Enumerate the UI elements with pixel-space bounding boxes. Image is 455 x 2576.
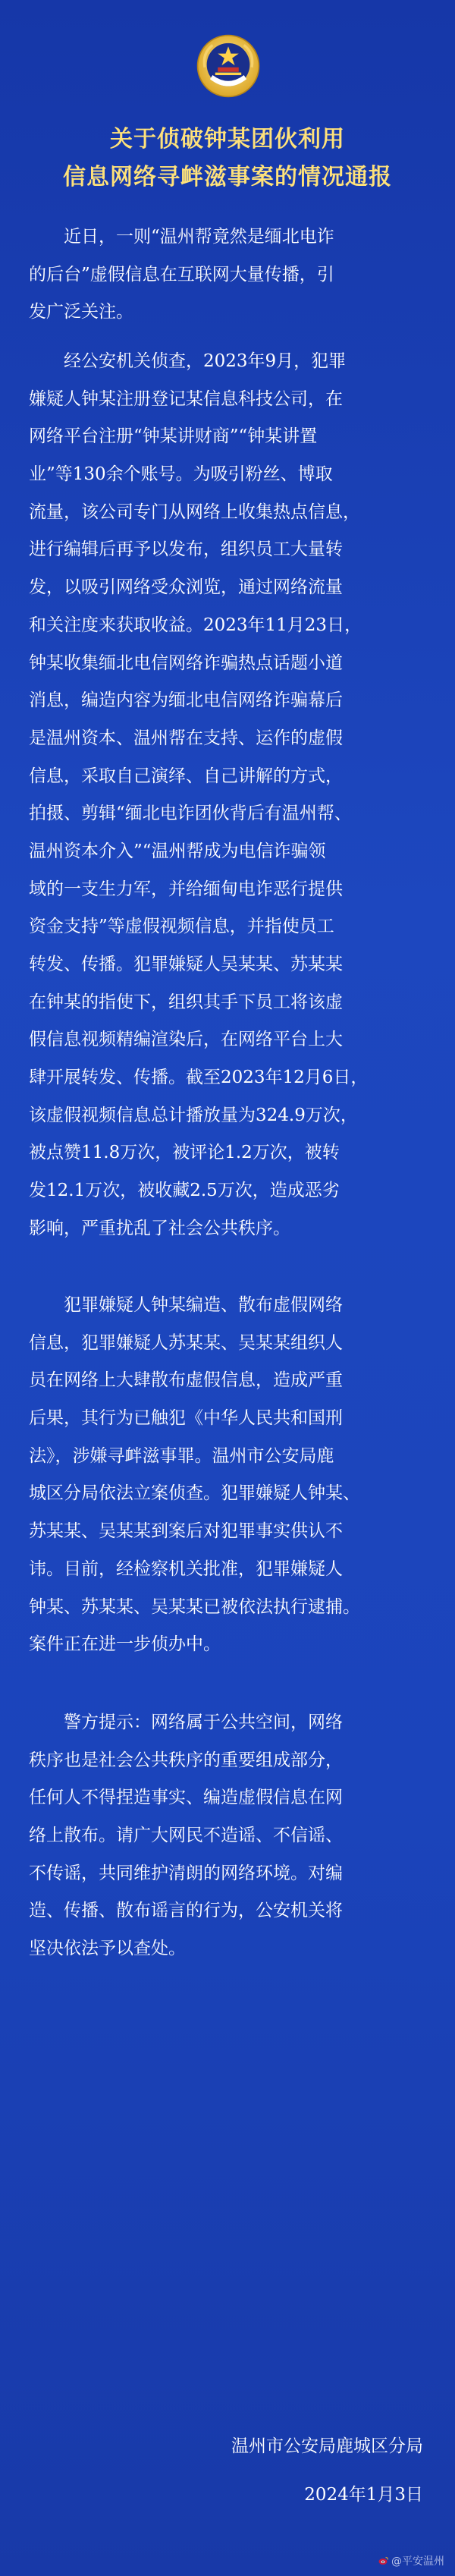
text-line: 近日，一则“温州帮竟然是缅北电诈: [29, 227, 334, 247]
text-line: 钟某、苏某某、吴某某已被依法执行逮捕。: [29, 1596, 360, 1617]
text-line: 络上散布。请广大网民不造谣、不信谣、: [29, 1826, 343, 1846]
text-line: 肆开展转发、传播。截至2023年12月6日，: [29, 1068, 369, 1088]
text-line: 城区分局依法立案侦查。犯罪嫌疑人钟某、: [29, 1483, 360, 1504]
text-line: 业”等130余个账号。为吸引粉丝、博取: [29, 464, 333, 485]
text-line: 员在网络上大肆散布虚假信息，造成严重: [29, 1370, 343, 1391]
text-line: 任何人不得捏造事实、编造虚假信息在网: [29, 1788, 343, 1808]
text-line: 发，以吸引网络受众浏览，通过网络流量: [29, 577, 343, 598]
text-line: 影响，严重扰乱了社会公共秩序。: [29, 1218, 290, 1238]
text-line: 发广泛关注。: [29, 302, 133, 322]
text-line: 秩序也是社会公共秩序的重要组成部分，: [29, 1750, 343, 1770]
text-line: 法》，涉嫌寻衅滋事罪。温州市公安局鹿: [29, 1445, 334, 1466]
text-line: 案件正在进一步侦办中。: [29, 1634, 221, 1655]
text-line: 警方提示：网络属于公共空间，网络: [29, 1713, 343, 1732]
watermark-text: @平安温州: [391, 2556, 444, 2568]
text-line: 犯罪嫌疑人钟某编造、散布虚假网络: [29, 1295, 343, 1315]
text-line: 是温州资本、温州帮在支持、运作的虚假: [29, 728, 343, 748]
text-line: 域的一支生力军，并给缅甸电诈恶行提供: [29, 879, 343, 899]
text-line: 信息，犯罪嫌疑人苏某某、吴某某组织人: [29, 1332, 343, 1353]
paragraph-police-warning: [29, 1704, 429, 1968]
text-line: 发12.1万次，被收藏2.5万次，造成恶劣: [29, 1181, 340, 1201]
watermark: [378, 2553, 444, 2568]
text-line: 进行编辑后再予以发布，组织员工大量转: [29, 539, 343, 560]
signature-date: 2024年1月3日: [304, 2485, 423, 2505]
paragraph-investigation: [29, 343, 429, 1248]
weibo-icon: [378, 2556, 389, 2565]
text-line: 后果，其行为已触犯《中华人民共和国刑: [29, 1408, 343, 1429]
text-line: 不传谣，共同维护清朗的网络环境。对编: [29, 1863, 343, 1883]
text-line: 嫌疑人钟某注册登记某信息科技公司，在: [29, 388, 343, 409]
text-line: 造、传播、散布谣言的行为，公安机关将: [29, 1901, 343, 1921]
paragraph-intro: [29, 219, 429, 332]
notice-title-line2: 信息网络寻衅滋事案的情况通报: [63, 164, 392, 190]
text-line: 和关注度来获取收益。2023年11月23日，: [29, 615, 362, 635]
police-emblem-icon: [196, 33, 261, 99]
text-line: 信息，采取自己演绎、自己讲解的方式，: [29, 766, 343, 786]
paragraph-charges: [29, 1287, 429, 1664]
notice-title-line1: 关于侦破钟某团伙利用: [110, 126, 345, 153]
text-line: 在钟某的指使下，组织其手下员工将该虚: [29, 992, 343, 1012]
text-line: 被点赞11.8万次，被评论1.2万次，被转: [29, 1143, 340, 1163]
text-line: 网络平台注册“钟某讲财商”“钟某讲置: [29, 426, 318, 447]
signature-organization: 温州市公安局鹿城区分局: [231, 2436, 423, 2456]
text-line: 消息，编造内容为缅北电信网络诈骗幕后: [29, 690, 343, 711]
text-line: 转发、传播。犯罪嫌疑人吴某某、苏某某: [29, 955, 343, 974]
text-line: 钟某收集缅北电信网络诈骗热点话题小道: [29, 653, 343, 673]
text-line: 的后台”虚假信息在互联网大量传播，引: [29, 264, 334, 285]
text-line: 该虚假视频信息总计播放量为324.9万次，: [29, 1105, 358, 1125]
text-line: 经公安机关侦查，2023年9月，犯罪: [29, 351, 347, 371]
text-line: 讳。目前，经检察机关批准，犯罪嫌疑人: [29, 1558, 343, 1579]
text-line: 拍摄、剪辑“缅北电诈团伙背后有温州帮、: [29, 804, 352, 824]
text-line: 温州资本介入”“温州帮成为电信诈骗领: [29, 841, 326, 861]
text-line: 坚决依法予以查处。: [29, 1939, 186, 1959]
text-line: 资金支持”等虚假视频信息，并指使员工: [29, 917, 334, 937]
text-line: 流量，该公司专门从网络上收集热点信息，: [29, 502, 360, 522]
text-line: 假信息视频精编渲染后，在网络平台上大: [29, 1030, 343, 1050]
text-line: 苏某某、吴某某到案后对犯罪事实供认不: [29, 1521, 343, 1542]
